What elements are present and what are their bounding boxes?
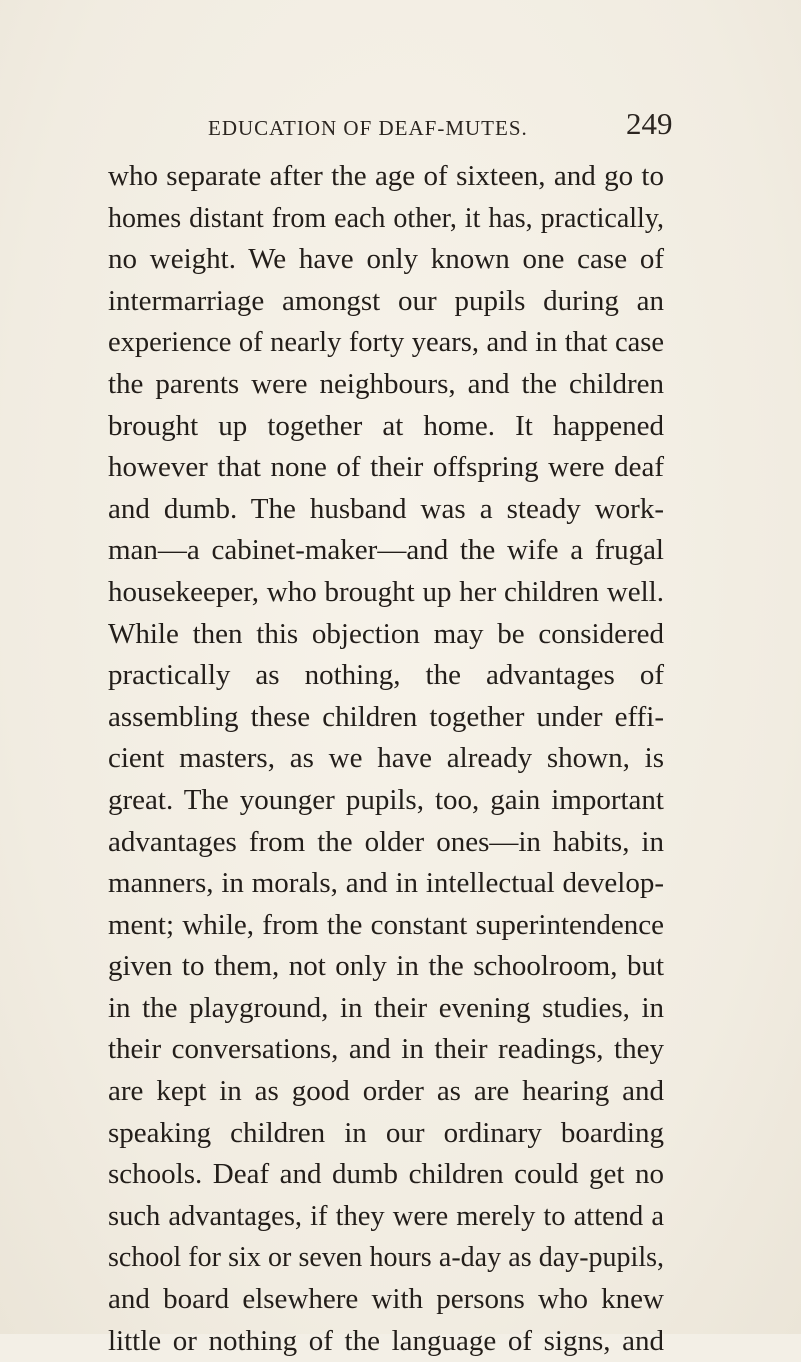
text-line: who separate after the age of sixteen, and go to (108, 160, 664, 192)
text-line: however that none of their offspring were deaf (108, 451, 664, 484)
text-line: practically as nothing, the advantages of (108, 659, 664, 692)
text-line: little or nothing of the language of signs, and (108, 1324, 664, 1357)
text-line: schools. Deaf and dumb children could get no (108, 1158, 664, 1191)
text-line: intermarriage amongst our pupils during an (108, 284, 664, 317)
page-number: 249 (626, 106, 673, 141)
text-line: in the playground, in their evening studies, in (108, 991, 664, 1024)
text-line: homes distant from each other, it has, practically, (108, 202, 664, 234)
text-line: are kept in as good order as are hearing and (108, 1075, 664, 1108)
text-line: school for six or seven hours a-day as day-pupils, (108, 1242, 664, 1274)
text-line: man—a cabinet-maker—and the wife a frugal (108, 534, 664, 567)
text-line: experience of nearly forty years, and in that case (108, 327, 664, 359)
text-line: brought up together at home. It happened (108, 409, 664, 442)
running-head: EDUCATION OF DEAF-MUTES. (208, 116, 528, 140)
body-text (108, 156, 664, 1362)
text-line: and board elsewhere with persons who knew (108, 1283, 664, 1316)
text-line: manners, in morals, and in intellectual develop- (108, 867, 664, 900)
text-line: the parents were neighbours, and the children (108, 367, 664, 400)
text-line: and dumb. The husband was a steady work- (108, 492, 664, 525)
text-line: assembling these children together under effi- (108, 700, 664, 733)
text-line: ment; while, from the constant superintendence (108, 908, 664, 941)
text-line: cient masters, as we have already shown, is (108, 742, 664, 775)
text-line: given to them, not only in the schoolroom, but (108, 950, 664, 983)
text-line: great. The younger pupils, too, gain important (108, 783, 664, 816)
text-line: no weight. We have only known one case of (108, 243, 664, 276)
text-line: While then this objection may be considered (108, 617, 664, 650)
text-line: their conversations, and in their readings, they (108, 1033, 664, 1066)
text-line: housekeeper, who brought up her children well. (108, 575, 664, 608)
text-line: such advantages, if they were merely to attend a (108, 1200, 664, 1232)
text-line: speaking children in our ordinary boarding (108, 1116, 664, 1149)
text-line: advantages from the older ones—in habits, in (108, 825, 664, 858)
